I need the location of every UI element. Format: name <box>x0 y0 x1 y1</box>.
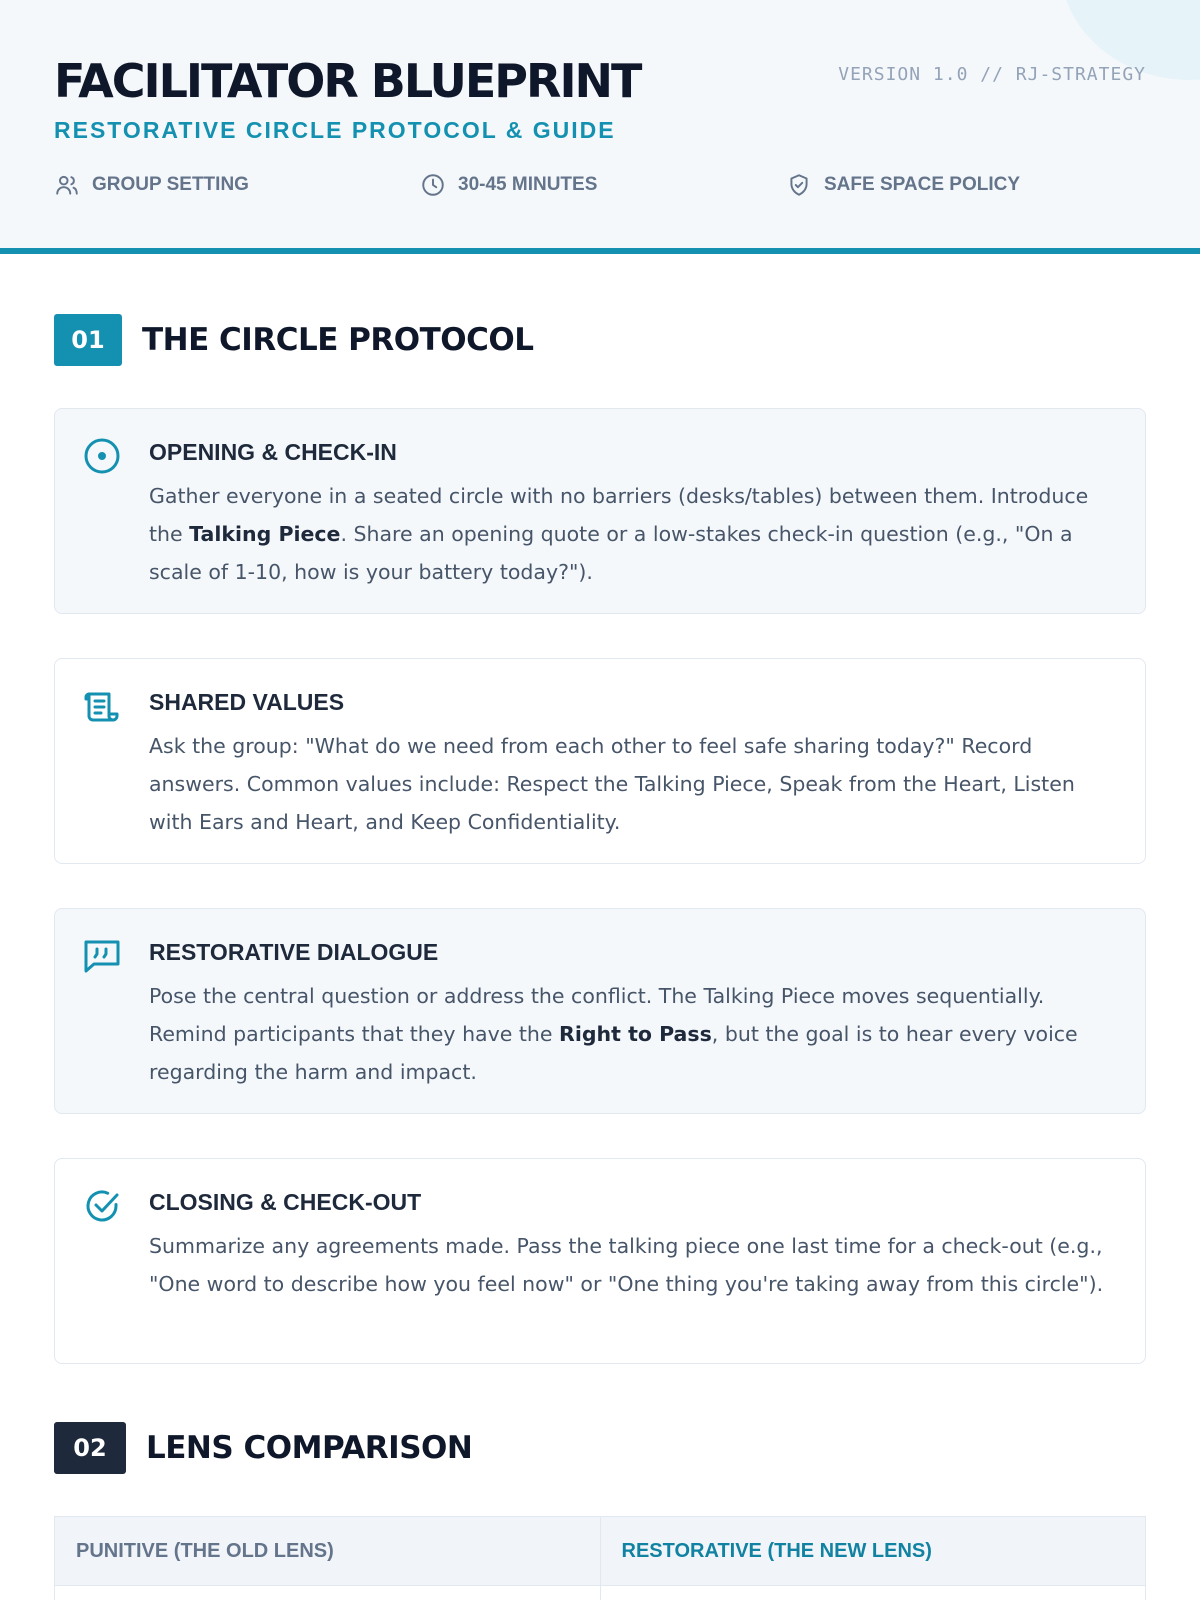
speech-quote-icon <box>82 936 122 976</box>
step-card-dialogue <box>54 908 1146 1114</box>
meta-safe-space <box>786 172 1020 198</box>
step-card-shared-values <box>54 658 1146 864</box>
step-body: Summarize any agreements made. Pass the talking piece one last time for a check-out (e.g., "One word to describe how you feel now" or "One thing you're taking away from this circle"). <box>149 1234 1104 1296</box>
version-label: VERSION 1.0 // RJ-STRATEGY <box>838 64 1146 85</box>
table-header-row <box>55 1517 1145 1586</box>
section-title: LENS COMPARISON <box>146 1430 473 1466</box>
circle-dot-icon <box>82 436 122 476</box>
meta-row <box>54 172 1146 202</box>
shield-check-icon <box>786 172 812 198</box>
users-icon <box>54 172 80 198</box>
step-card-opening <box>54 408 1146 614</box>
column-header-restorative: RESTORATIVE (THE NEW LENS) <box>621 1539 932 1562</box>
step-title: OPENING & CHECK-IN <box>149 439 397 465</box>
section-header-protocol <box>54 314 534 366</box>
step-body: Gather everyone in a seated circle with no barriers (desks/tables) between them. Introduce the Talking Piece. Share an opening quote or a low-stakes check-in question (e.g., "On a scale of 1-10, how is your battery today?"). <box>149 484 1089 584</box>
page-title: FACILITATOR BLUEPRINT <box>54 54 641 108</box>
meta-duration <box>420 172 597 198</box>
section-title: THE CIRCLE PROTOCOL <box>142 322 534 358</box>
check-circle-icon <box>82 1186 122 1226</box>
step-card-closing <box>54 1158 1146 1364</box>
table-cell <box>601 1586 1146 1600</box>
lens-comparison-table <box>54 1516 1146 1600</box>
clock-icon <box>420 172 446 198</box>
step-body: Ask the group: "What do we need from each other to feel safe sharing today?" Record answers. Common values include: Respect the Talking Piece, Speak from the Heart, Listen with Ears and Heart, and Keep Confidentiality. <box>149 734 1075 834</box>
section-number-badge: 01 <box>54 314 122 366</box>
meta-group-setting <box>54 172 249 198</box>
table-cell <box>55 1586 601 1600</box>
step-title: RESTORATIVE DIALOGUE <box>149 939 439 965</box>
meta-label: GROUP SETTING <box>92 174 249 195</box>
page-subtitle: RESTORATIVE CIRCLE PROTOCOL & GUIDE <box>54 117 616 143</box>
page-header <box>0 0 1200 254</box>
meta-label: SAFE SPACE POLICY <box>824 174 1021 195</box>
meta-label: 30-45 MINUTES <box>458 174 598 195</box>
column-header-punitive: PUNITIVE (THE OLD LENS) <box>55 1517 601 1585</box>
step-title: CLOSING & CHECK-OUT <box>149 1189 422 1215</box>
table-row <box>55 1586 1145 1600</box>
step-body: Pose the central question or address the conflict. The Talking Piece moves sequentially. Remind participants that they have the Right to Pass, but the goal is to hear every voice regarding the harm and impact. <box>149 984 1078 1084</box>
section-header-lens <box>54 1422 472 1474</box>
scroll-icon <box>82 686 122 726</box>
section-number-badge: 02 <box>54 1422 126 1474</box>
step-title: SHARED VALUES <box>149 689 345 715</box>
